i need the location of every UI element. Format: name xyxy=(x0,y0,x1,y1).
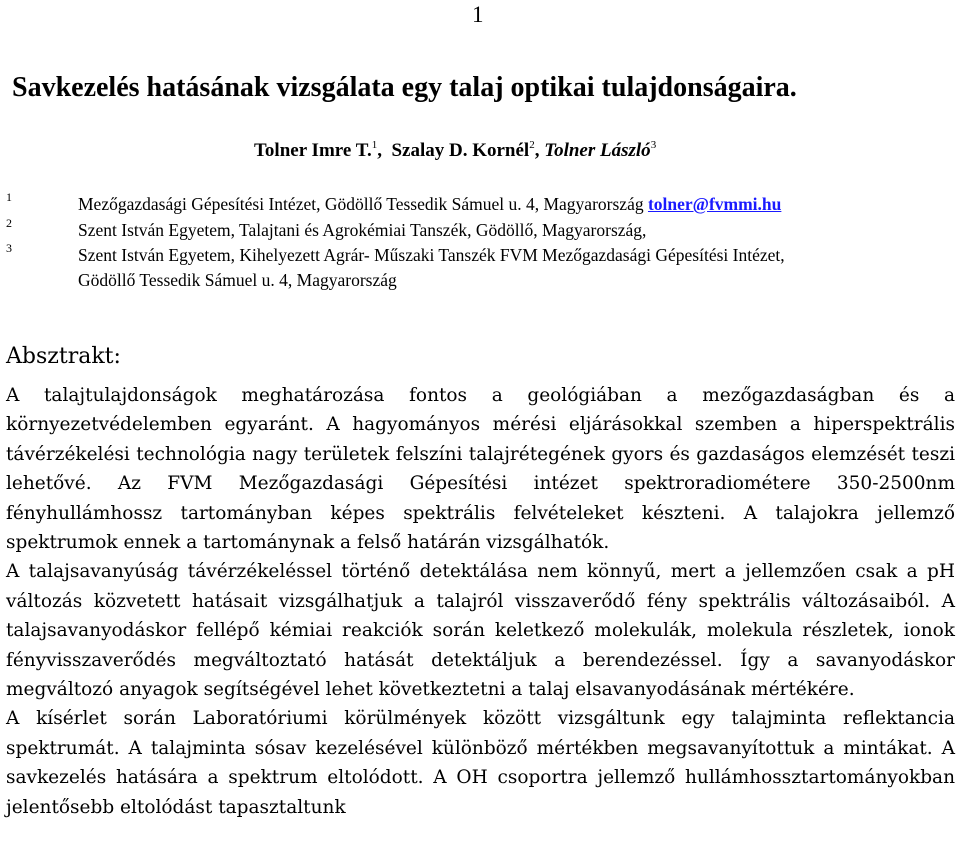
affiliation-line: Szent István Egyetem, Talajtani és Agrokémiai Tanszék, Gödöllő, Magyarország, xyxy=(78,220,647,240)
affiliation-marker: 2 xyxy=(529,139,535,151)
affiliation-number: 1 xyxy=(6,190,12,204)
author-name: Tolner Imre T. xyxy=(254,140,372,161)
author-separator: , xyxy=(534,140,540,161)
abstract-body xyxy=(6,381,955,822)
abstract-paragraph: A talajtulajdonságok meghatározása fontos a geológiában a mezőgazdaságban és a környezetvédelemben egyaránt. A hagyományos mérési eljárásokkal szemben a hiperspektrális távérzékelési technológia nagy területek felszíni talajrétegének gyors és gazdaságos elemzését teszi lehetővé. Az FVM Mezőgazdasági Gépesítési intézet spektroradiométere 350-2500nm fényhullámhossz tartományban képes spektrális felvételeket készteni. A talajokra jellemző spektrumok ennek a tartománynak a felső határán vizsgálhatók. xyxy=(6,385,955,554)
author-name: Tolner László xyxy=(544,140,651,161)
abstract-heading: Absztrakt: xyxy=(6,344,121,369)
affiliation-marker: 1 xyxy=(371,139,378,151)
abstract-paragraph: A kísérlet során Laboratóriumi körülmények között vizsgáltunk egy talajminta reflektancia spektrumát. A talajminta sósav kezelésével különböző mértékben megsavanyítottuk a mintákat. A savkezelés hatására a spektrum eltolódott. A OH csoportra jellemző hullámhossztartományokban jelentősebb eltolódást tapasztaltunk xyxy=(6,708,955,818)
affiliation-line: Szent István Egyetem, Kihelyezett Agrár- Műszaki Tanszék FVM Mezőgazdasági Gépesítési Intézet, xyxy=(78,245,785,265)
affiliation-number: 2 xyxy=(6,216,12,230)
email-link[interactable]: tolner@fvmmi.hu xyxy=(647,194,782,214)
author-name: Szalay D. Kornél xyxy=(391,140,530,161)
affiliation-text: Mezőgazdasági Gépesítési Intézet, Gödöllő Tessedik Sámuel u. 4, Magyarország xyxy=(78,194,644,214)
page-number: 1 xyxy=(472,2,484,27)
affiliation-marker: 3 xyxy=(650,139,657,151)
paper-title: Savkezelés hatásának vizsgálata egy talaj optikai tulajdonságaira. xyxy=(12,72,797,103)
affiliation-line xyxy=(78,196,781,214)
author-separator: , xyxy=(377,140,382,161)
author-list xyxy=(254,140,656,162)
affiliation-line: Gödöllő Tessedik Sámuel u. 4, Magyarország xyxy=(78,270,397,290)
abstract-paragraph: A talajsavanyúság távérzékeléssel történő detektálása nem könnyű, mert a jellemzően csak a pH változás közvetett hatásait vizsgálhatjuk a talajról visszaverődő fény spektrális változásaiból. A talajsavanyodáskor fellépő kémiai reakciók során keletkező molekulák, molekula részletek, ionok fényvisszaverődés megváltoztató hatását detektáljuk a berendezéssel. Így a savanyodáskor megváltozó anyagok segítségével lehet következtetni a talaj elsavanyodásának mértékére. xyxy=(6,561,955,701)
affiliation-number: 3 xyxy=(6,241,12,255)
